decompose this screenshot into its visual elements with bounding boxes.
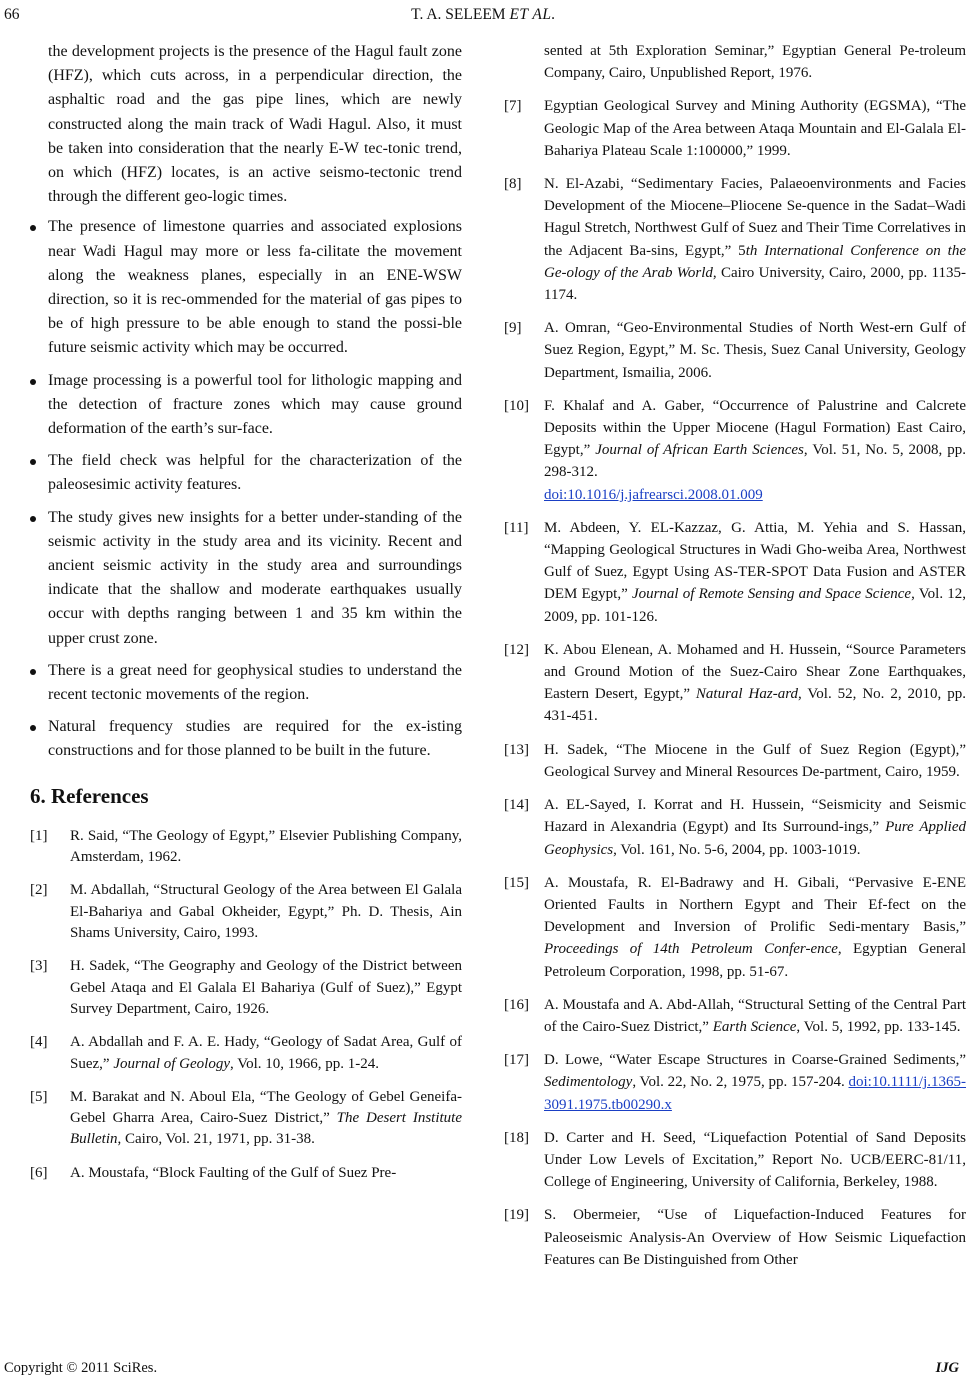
reference-item: [11] M. Abdeen, Y. EL-Kazzaz, G. Attia, M. Yehia and S. Hassan, “Mapping Geological Structures in Wadi Gho-weiba Area, Northwest Gulf of Suez, Egypt Using AS-TER-SPOT Data Fusion and ASTER DEM Egypt,” Journal of Remote Sensing and Space Science, Vol. 12, 2009, pp. 101-126.: [504, 519, 966, 625]
references-heading: 6. References: [30, 783, 149, 808]
reference-item: [7] Egyptian Geological Survey and Mining Authority (EGSMA), “The Geologic Map of the Area between Ataqa Mountain and El-Galala El-Bahariya Plateau Scale 1:100000,” 1999.: [504, 98, 966, 159]
bullet-item: Image processing is a powerful tool for lithologic mapping and the detection of fracture zones which may cause ground deformation of the earth’s sur-face.: [30, 369, 462, 442]
right-column: [504, 40, 966, 1282]
reference-item: [2] M. Abdallah, “Structural Geology of the Area between El Galala El-Bahariya and Gabal Okheider, Egypt,” Ph. D. Thesis, Ain Shams University, Cairo, 1993.: [30, 882, 462, 942]
running-head-authors: T. A. SELEEM ET AL.: [411, 6, 556, 23]
reference-item: [3] H. Sadek, “The Geography and Geology of the District between Gebel Ataqa and El Galala El Bahariya (Gulf of Suez),” Egypt Survey Department, Cairo, 1926.: [30, 958, 462, 1017]
left-column: [30, 40, 462, 1196]
reference-item: [12] K. Abou Elenean, A. Mohamed and H. Hussein, “Source Parameters and Ground Motion of the Suez-Cairo Shear Zone Earthquakes, Eastern Desert, Egypt,” Natural Haz-ard, Vol. 52, No. 2, 2010, pp. 431-451.: [504, 641, 966, 725]
conclusion-bullets: [30, 215, 462, 763]
reference-continuation: sented at 5th Exploration Seminar,” Egyptian General Pe-troleum Company, Cairo, Unpublished Report, 1976.: [544, 43, 966, 82]
bullet-dot-icon: [30, 459, 36, 465]
bullet-dot-icon: [30, 225, 36, 231]
conclusion-paragraph: the development projects is the presence of the Hagul fault zone (HFZ), which cuts across, in a perpendicular direction, the asphaltic road and the gas pipe lines, which are newly constructed along the main track of Wadi Hagul. Also, it must be taken into consideration that the nearly E-W tec-tonic trend, on which (HFZ) locates, is an active seismo-tectonic trend through the different geo-logic times.: [48, 43, 462, 206]
bullet-item: The study gives new insights for a better under-standing of the seismic activity in the study area and its vicinity. Recent and ancient seismic activity in the study area and surroundings indicate that the shallow and moderate earthquakes usually occur with depths ranging between 1 and 35 km within the upper crust zone.: [30, 506, 462, 651]
bullet-dot-icon: [30, 669, 36, 675]
page-number: 66: [4, 6, 20, 23]
reference-item: [4] A. Abdallah and F. A. E. Hady, “Geology of Sadat Area, Gulf of Suez,” Journal of Geology, Vol. 10, 1966, pp. 1-24.: [30, 1034, 462, 1072]
bullet-dot-icon: [30, 725, 36, 731]
doi-link[interactable]: doi:10.1111/j.1365-3091.1975.tb00290.x: [544, 1074, 966, 1113]
copyright-notice: Copyright © 2011 SciRes.: [4, 1360, 158, 1376]
bullet-item: Natural frequency studies are required for the ex-isting constructions and for those planned to be built in the future.: [30, 715, 462, 763]
bullet-item: The field check was helpful for the characterization of the paleosesimic activity features.: [30, 449, 462, 497]
reference-item: [8] N. El-Azabi, “Sedimentary Facies, Palaeoenvironments and Facies Development of the Miocene–Pliocene Se-quence in the Sadat–Wadi Hagul Stretch, Northwest Gulf of Suez and Their Time Correlatives in the Adjacent Ba-sins, Egypt,” 5th International Conference on the Ge-ology of the Arab World, Cairo University, Cairo, 2000, pp. 1135-1174.: [504, 176, 966, 304]
reference-item: [1] R. Said, “The Geology of Egypt,” Elsevier Publishing Company, Amsterdam, 1962.: [30, 827, 462, 866]
journal-abbreviation: IJG: [935, 1360, 959, 1376]
reference-item: [5] M. Barakat and N. Aboul Ela, “The Geology of Gebel Geneifa-Gebel Gharra Area, Cairo-Suez District,” The Desert Institute Bulletin, Cairo, Vol. 21, 1971, pp. 31-38.: [30, 1088, 462, 1148]
reference-item: [16] A. Moustafa and A. Abd-Allah, “Structural Setting of the Central Part of the Cairo-Suez District,” Earth Science, Vol. 5, 1992, pp. 133-145.: [504, 996, 966, 1035]
reference-item: [13] H. Sadek, “The Miocene in the Gulf of Suez Region (Egypt),” Geological Survey and Mineral Resources De-partment, Cairo, 1959.: [504, 741, 966, 780]
reference-item: [9] A. Omran, “Geo-Environmental Studies of North West-ern Gulf of Suez Region, Egypt,” M. Sc. Thesis, Suez Canal University, Geology Department, Ismailia, 2006.: [504, 320, 966, 381]
reference-item: [14] A. EL-Sayed, I. Korrat and H. Hussein, “Seismicity and Seismic Hazard in Alexandria (Egypt) and Its Surround-ings,” Pure Applied Geophysics, Vol. 161, No. 5-6, 2004, pp. 1003-1019.: [504, 797, 966, 858]
reference-item: [6] A. Moustafa, “Block Faulting of the Gulf of Suez Pre-: [30, 1164, 397, 1181]
bullet-item: There is a great need for geophysical studies to understand the recent tectonic movements of the region.: [30, 659, 462, 707]
bullet-dot-icon: [30, 379, 36, 385]
bullet-item: The presence of limestone quarries and associated explosions near Wadi Hagul may more or less fa-cilitate the movement along the weakness planes, especially in an ENE-WSW direction, so it is rec-ommended for the material of gas pipes to be of high pressure to be able enough to stand the possi-ble future seismic activity which may be occurred.: [30, 215, 462, 360]
bullet-dot-icon: [30, 516, 36, 522]
reference-item: [15] A. Moustafa, R. El-Badrawy and H. Gibali, “Pervasive E-ENE Oriented Faults in Northern Egypt and Their Ef-fect on the Development and Inversion of Prolific Sedi-mentary Basis,” Proceedings of 14th Petroleum Confer-ence, Egyptian General Petroleum Corporation, 1998, pp. 51-67.: [504, 874, 966, 980]
reference-item: [10] F. Khalaf and A. Gaber, “Occurrence of Palustrine and Calcrete Deposits within the Upper Miocene (Hagul Formation) East Cairo, Egypt,” Journal of African Earth Sciences, Vol. 51, No. 5, 2008, pp. 298-312. doi:10.1016/j.jafrearsci.2008.01.009: [504, 397, 966, 503]
reference-item: [17] D. Lowe, “Water Escape Structures in Coarse-Grained Sediments,” Sedimentology, Vol. 22, No. 2, 1975, pp. 157-204. doi:10.1111/j.1365-3091.1975.tb00290.x: [504, 1052, 966, 1113]
running-head: [0, 6, 967, 28]
reference-item: [19] S. Obermeier, “Use of Liquefaction-Induced Features for Paleoseismic Analysis-An Overview of How Seismic Liquefaction Features can Be Distinguished from Other: [504, 1207, 966, 1268]
doi-link[interactable]: doi:10.1016/j.jafrearsci.2008.01.009: [544, 486, 763, 503]
reference-item: [18] D. Carter and H. Seed, “Liquefaction Potential of Sand Deposits Under Low Levels of Excitation,” Report No. UCB/EERC-81/11, College of Engineering, University of California, Berkeley, 1988.: [504, 1129, 966, 1191]
